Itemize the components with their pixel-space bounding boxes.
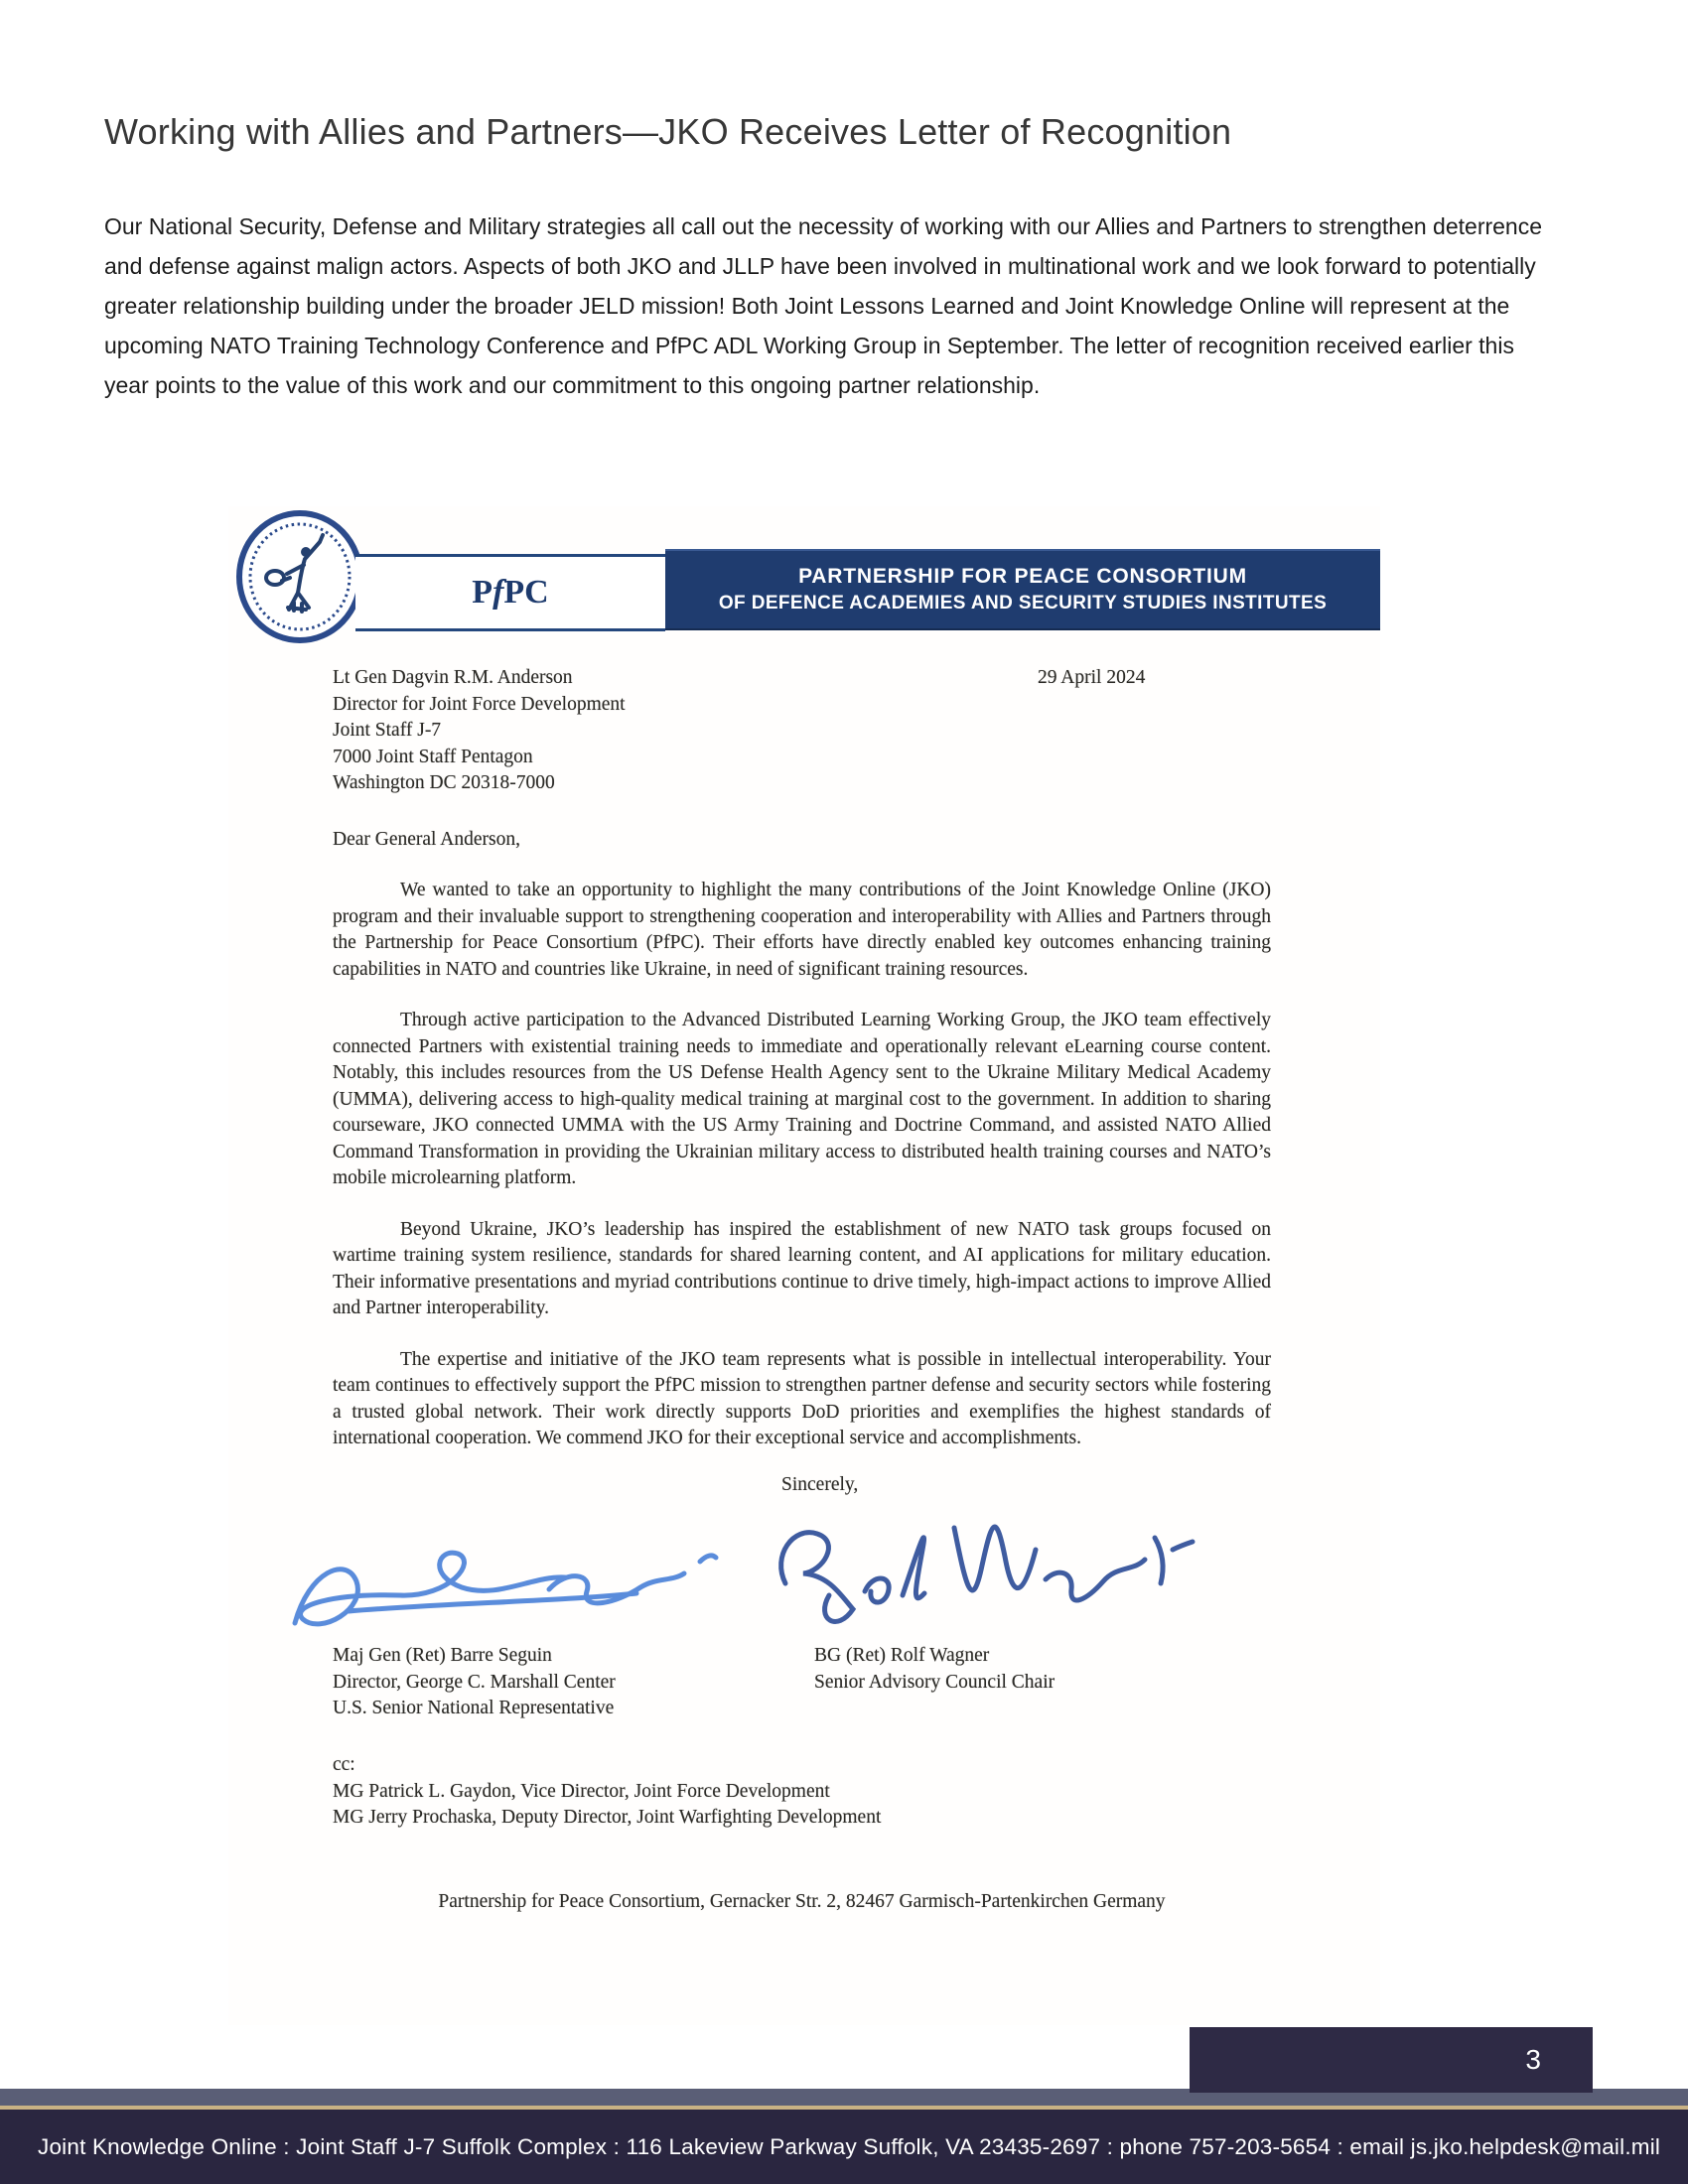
recipient-line: Director for Joint Force Development — [333, 693, 626, 715]
letter-paragraph: The expertise and initiative of the JKO team represents what is possible in intellectual interoperability. Your team continues to effectively support the PfPC mission to strengthen partner defense and security sectors while fostering a trusted global network. Their work directly supports DoD priorities and exemplifies the highest standards of international cooperation. We commend JKO for their exceptional service and accomplishments. — [333, 1348, 1271, 1448]
letterhead — [228, 506, 1380, 655]
intro-paragraph: Our National Security, Defense and Military strategies all call out the necessity of working with our Allies and Partners to strengthen deterrence and defense against malign actors. Aspects of both JKO and JLLP have been involved in multinational work and we look forward to potentially greater relationship building under the broader JELD mission! Both Joint Lessons Learned and Joint Knowledge Online will represent at the upcoming NATO Training Technology Conference and PfPC ADL Working Group in September. The letter of recognition received earlier this year points to the value of this work and our commitment to this ongoing partner relationship. — [104, 213, 1543, 398]
cc-line: MG Patrick L. Gaydon, Vice Director, Joint Force Development — [333, 1780, 830, 1802]
recipient-line: Washington DC 20318-7000 — [333, 772, 555, 793]
signer-left-line: Director, George C. Marshall Center — [333, 1671, 616, 1693]
page-number: 3 — [1525, 2044, 1541, 2075]
letter-footer-address: Partnership for Peace Consortium, Gernacker Str. 2, 82467 Garmisch-Partenkirchen Germany — [438, 1890, 1166, 1912]
letterhead-banner — [665, 549, 1380, 630]
recipient-line: Lt Gen Dagvin R.M. Anderson — [333, 667, 573, 688]
banner-line-1: PARTNERSHIP FOR PEACE CONSORTIUM — [798, 565, 1247, 588]
closing-sincerely: Sincerely, — [781, 1473, 859, 1495]
scanned-letter — [228, 506, 1380, 2025]
letter-paragraph: Through active participation to the Advanced Distributed Learning Working Group, the JKO team effectively connected Partners with existential training needs to immediate and operationally relevant eLearning course content. Notably, this includes resources from the US Defense Health Agency sent to the Ukraine Military Medical Academy (UMMA), delivering access to high-quality medical training at marginal cost to the government. In addition to sharing courseware, JKO connected UMMA with the US Army Training and Doctrine Command, and assisted NATO Allied Command Transformation in providing the Ukrainian military access to distributed health training courses and NATO’s mobile microlearning platform. — [333, 1010, 1271, 1188]
salutation: Dear General Anderson, — [333, 828, 520, 850]
signer-right-line: BG (Ret) Rolf Wagner — [814, 1645, 990, 1666]
cc-label: cc: — [333, 1754, 355, 1775]
page-title: Working with Allies and Partners—JKO Receives Letter of Recognition — [104, 111, 1232, 152]
signature-area — [333, 1498, 1271, 1728]
pfpc-wordmark — [355, 554, 665, 631]
page-footer-bar — [0, 2110, 1688, 2184]
address-and-date-row — [333, 665, 1271, 797]
signature-wagner-icon — [760, 1492, 1196, 1651]
pfpc-wordmark-pc: PC — [503, 574, 549, 611]
cc-block — [333, 1752, 1271, 1832]
pfpc-wordmark-p: P — [472, 574, 493, 611]
pfpc-seal-icon — [234, 508, 365, 645]
signature-seguin-icon — [283, 1528, 740, 1657]
letter-date: 29 April 2024 — [1038, 667, 1146, 688]
signer-left-line: Maj Gen (Ret) Barre Seguin — [333, 1645, 552, 1666]
letter-paragraph: We wanted to take an opportunity to highlight the many contributions of the Joint Knowledge Online (JKO) program and their invaluable support to strengthening cooperation and interoperability with Allies and Partners through the Partnership for Peace Consortium (PfPC). Their efforts have directly enabled key outcomes enhancing training capabilities in NATO and countries like Ukraine, in need of significant training resources. — [333, 880, 1271, 980]
footer-contact-text: Joint Knowledge Online : Joint Staff J-7 Suffolk Complex : 116 Lakeview Parkway Suffolk, VA 23435-2697 : phone 757-203-5654 : email js.jko.helpdesk@mail.mil — [38, 2133, 1661, 2159]
recipient-line: Joint Staff J-7 — [333, 720, 442, 741]
signer-right-block — [814, 1643, 1055, 1696]
recipient-line: 7000 Joint Staff Pentagon — [333, 746, 533, 767]
banner-line-2: OF DEFENCE ACADEMIES AND SECURITY STUDIES INSTITUTES — [718, 593, 1328, 614]
signer-left-line: U.S. Senior National Representative — [333, 1698, 615, 1718]
signer-right-line: Senior Advisory Council Chair — [814, 1671, 1055, 1693]
cc-line: MG Jerry Prochaska, Deputy Director, Joint Warfighting Development — [333, 1807, 882, 1828]
page-number-box — [1190, 2027, 1593, 2093]
letter-body — [333, 665, 1271, 1915]
signer-left-block — [333, 1643, 616, 1722]
letter-paragraph: Beyond Ukraine, JKO’s leadership has inspired the establishment of new NATO task groups focused on wartime training system resilience, standards for shared learning content, and AI applications for military education. Their informative presentations and myriad contributions continue to drive timely, high-impact actions to improve Allied and Partner interoperability. — [333, 1218, 1271, 1318]
pfpc-wordmark-f: f — [492, 574, 504, 611]
